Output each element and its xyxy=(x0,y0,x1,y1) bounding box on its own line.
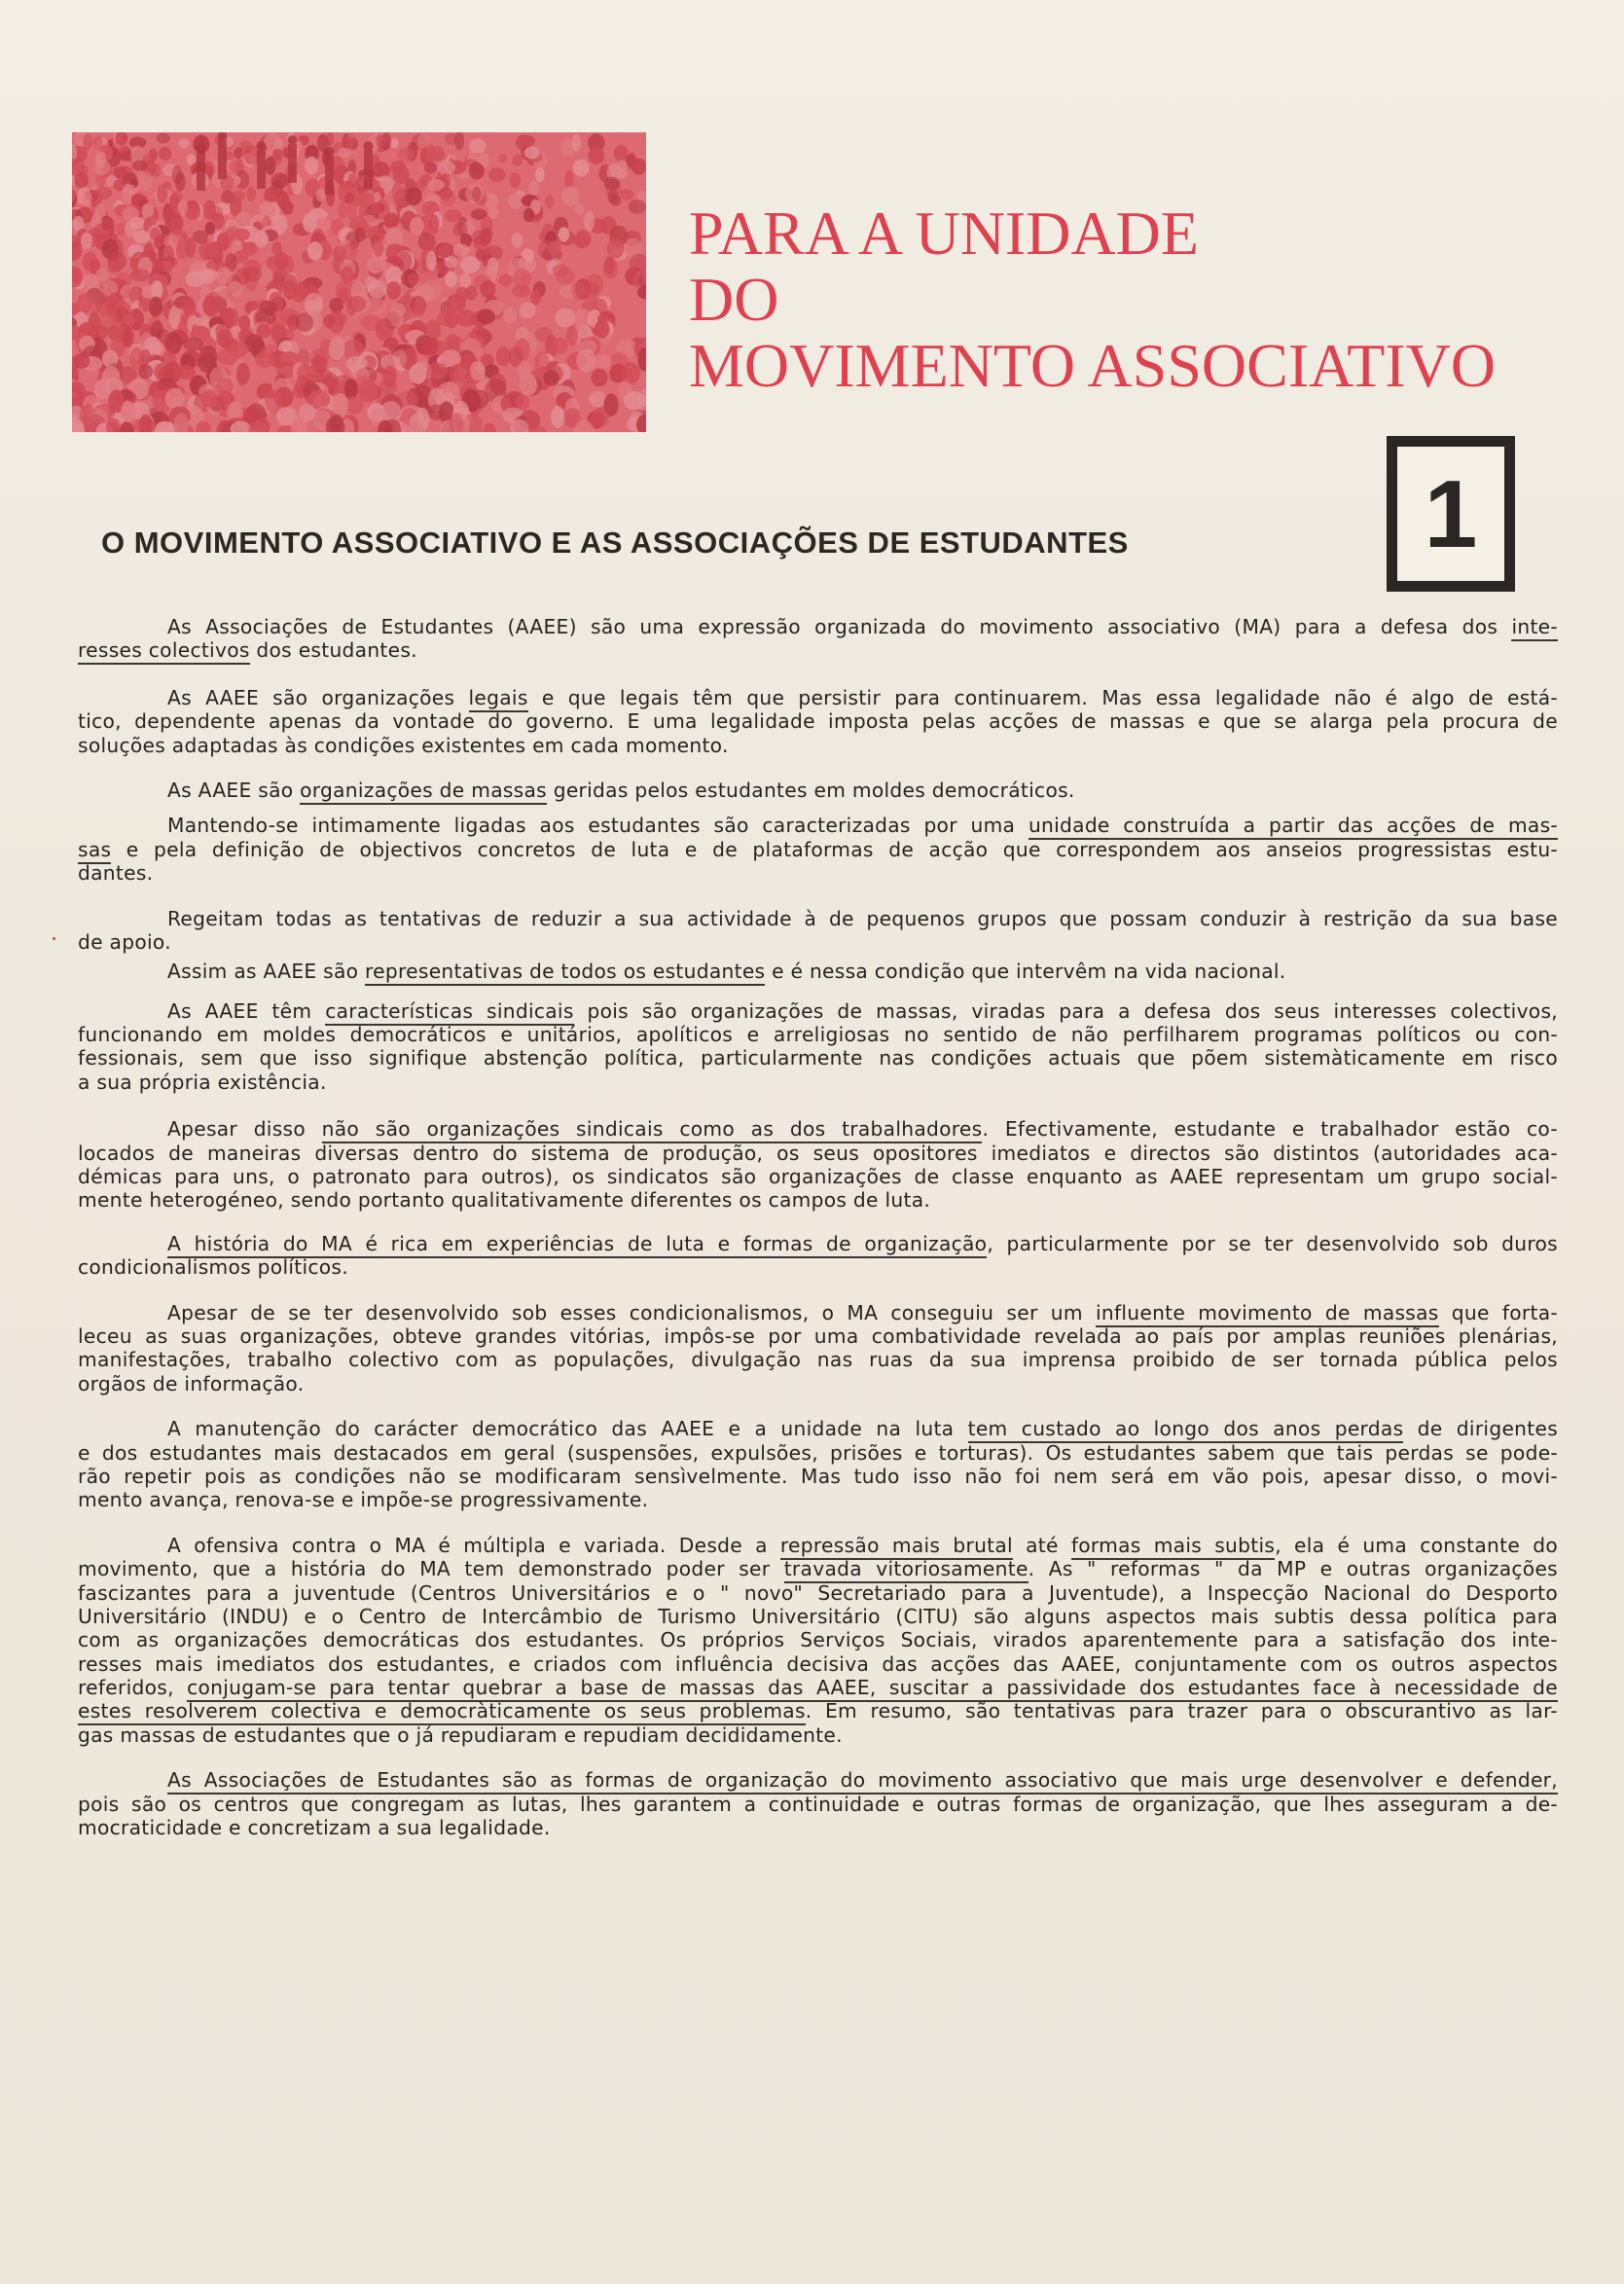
text-run: e é nessa condição que intervêm na vida nacional. xyxy=(765,960,1286,984)
underlined-text: conjugam-se para tentar quebrar a base de massas das AAEE, suscitar a passividade dos estudantes face à necessidade de xyxy=(187,1676,1558,1702)
text-line xyxy=(78,1417,1558,1440)
text-line xyxy=(78,838,1558,861)
text-line: leceu as suas organizações, obteve grandes vitórias, impôs-se por uma combatividade revelada ao país por amplas reuniões plenárias, xyxy=(78,1323,1558,1348)
text-line xyxy=(78,638,1558,662)
underlined-text: legais xyxy=(469,686,528,712)
text-line: orgãos de informação. xyxy=(78,1371,305,1396)
underlined-text: As Associações de Estudantes são as formas de organização do movimento associativo que mais urge desenvolver e defender, xyxy=(167,1768,1558,1795)
underlined-text: influente movimento de massas xyxy=(1096,1301,1439,1327)
text-line: mente heterogéneo, sendo portanto qualitativamente diferentes os campos de luta. xyxy=(78,1188,931,1213)
text-line: pois são os centros que congregam as lutas, lhes garantem a continuidade e outras formas de organização, que lhes asseguram a de- xyxy=(78,1792,1558,1816)
text-line xyxy=(78,1534,1558,1557)
text-run: Assim as AAEE são xyxy=(167,960,366,984)
text-line: soluções adaptadas às condições existentes em cada momento. xyxy=(78,733,729,757)
text-run: e pela definição de objectivos concretos de luta e de plataformas de acção que correspondem aos anseios progressistas estu- xyxy=(111,837,1558,861)
underlined-text: unidade construída a partir das acções de mas- xyxy=(1029,814,1558,840)
underlined-text: inte- xyxy=(1511,615,1558,641)
underlined-text: resses colectivos xyxy=(78,638,250,665)
paragraph-7 xyxy=(78,999,1558,1095)
text-run: As AAEE são xyxy=(167,778,301,802)
text-line: gas massas de estudantes que o já repudiaram e repudiam decididamente. xyxy=(78,1722,843,1747)
text-line: rão repetir pois as condições não se modificaram sensìvelmente. Mas tudo isso não foi nem será em vão pois, apesar disso, o movi- xyxy=(78,1464,1558,1488)
text-line: funcionando em moldes democráticos e unitários, apolíticos e arreligiosas no sentido de não perfilharem programas políticos ou con- xyxy=(78,1023,1558,1047)
text-run: dos estudantes. xyxy=(249,638,417,663)
text-line xyxy=(78,1557,1558,1580)
section-heading: O MOVIMENTO ASSOCIATIVO E AS ASSOCIAÇÕES DE ESTUDANTES xyxy=(101,526,1129,560)
text-line: fascizantes para a juventude (Centros Universitários e o " novo" Secretariado para a Juventude), a Inspecção Nacional do Desporto xyxy=(78,1580,1558,1605)
text-line: Regeitam todas as tentativas de reduzir a sua actividade à de pequenos grupos que possam conduzir à restrição da sua base xyxy=(167,906,1558,930)
paragraph-4 xyxy=(78,814,1558,885)
text-run: . Em resumo, são tentativas para trazer para o obscurantivo as lar- xyxy=(805,1699,1558,1723)
text-line: démicas para uns, o patronato para outros), os sindicatos são organizações de classe enquanto as AAEE representam um grupo social- xyxy=(78,1165,1558,1189)
text-line xyxy=(78,615,1558,638)
text-run: que forta- xyxy=(1438,1300,1559,1324)
paragraph-9 xyxy=(78,1232,1558,1280)
margin-mark xyxy=(53,937,55,940)
text-run: Mantendo-se intimamente ligadas aos estudantes são caracterizadas por uma xyxy=(167,814,1029,838)
text-run: . Efectivamente, estudante e trabalhador estão co- xyxy=(982,1117,1558,1142)
crowd-photo xyxy=(72,132,646,432)
text-run: A ofensiva contra o MA é múltipla e variada. Desde a xyxy=(167,1533,780,1557)
text-line: mento avança, renova-se e impõe-se progressivamente. xyxy=(78,1488,649,1512)
text-run: geridas pelos estudantes em moldes democráticos. xyxy=(547,778,1075,802)
title-line-1: PARA A UNIDADE xyxy=(689,199,1199,268)
text-line xyxy=(78,1117,1558,1141)
text-line xyxy=(78,779,1558,802)
text-run: As AAEE têm xyxy=(167,998,326,1023)
text-line: mocraticidade e concretizam a sua legalidade. xyxy=(78,1816,551,1840)
underlined-text: formas mais subtis xyxy=(1071,1534,1275,1560)
text-run: referidos, xyxy=(78,1676,188,1700)
paragraph-11 xyxy=(78,1417,1558,1512)
text-line xyxy=(78,814,1558,837)
text-run: As Associações de Estudantes (AAEE) são uma expressão organizada do movimento associativo (MA) para a defesa dos xyxy=(167,615,1512,638)
text-run: . As " reformas " da MP e outras organizações xyxy=(1028,1557,1558,1581)
text-run: Apesar de se ter desenvolvido sob esses condicionalismos, o MA conseguiu ser um xyxy=(167,1300,1096,1324)
body-text xyxy=(78,611,1558,1839)
text-line xyxy=(78,999,1558,1023)
text-line xyxy=(78,1232,1558,1255)
paragraph-12 xyxy=(78,1534,1558,1748)
chapter-number: 1 xyxy=(1424,460,1478,567)
text-run: e que legais têm que persistir para continuarem. Mas essa legalidade não é algo de está- xyxy=(527,685,1558,709)
underlined-text: características sindicais xyxy=(325,999,573,1026)
text-run: movimento, que a história do MA tem demonstrado poder ser xyxy=(78,1557,784,1581)
text-line: e dos estudantes mais destacados em geral (suspensões, expulsões, prisões e torturas). Os estudantes sabem que tais perdas se pode- xyxy=(78,1440,1558,1465)
text-run: Apesar disso xyxy=(167,1117,322,1142)
text-run: pois são organizações de massas, viradas para a defesa dos seus interesses colectivos, xyxy=(573,998,1558,1023)
text-line: manifestações, trabalho colectivo com as populações, divulgação nas ruas da sua imprensa proibido de ser tornada pública pelos xyxy=(78,1348,1558,1372)
paragraph-13 xyxy=(78,1768,1558,1839)
underlined-text: não são organizações sindicais como as dos trabalhadores xyxy=(322,1117,983,1143)
title-line-3: MOVIMENTO ASSOCIATIVO xyxy=(689,331,1497,400)
text-line xyxy=(78,1699,1558,1722)
text-line: condicionalismos políticos. xyxy=(78,1255,348,1280)
text-line: fessionais, sem que isso signifique abstenção política, particularmente nas condições actuais que põem sistemàticamente em risco xyxy=(78,1046,1558,1070)
underlined-text: travada vitoriosamente xyxy=(784,1557,1029,1583)
paragraph-1 xyxy=(78,615,1558,663)
text-line: com as organizações democráticas dos estudantes. Os próprios Serviços Sociais, virados aparentemente para a satisfação dos inte- xyxy=(78,1628,1558,1652)
underlined-text: sas xyxy=(78,838,111,864)
text-run: As AAEE são organizações xyxy=(167,685,469,709)
text-line: dantes. xyxy=(78,861,154,886)
text-line: tico, dependente apenas da vontade do governo. E uma legalidade imposta pelas acções de massas e que se alarga pela procura de xyxy=(78,709,1558,734)
text-run: , ela é uma constante do xyxy=(1275,1533,1558,1557)
text-line: locados de maneiras diversas dentro do sistema de produção, os seus opositores imediatos e directos são distintos (autoridades aca- xyxy=(78,1141,1558,1165)
text-line: a sua própria existência. xyxy=(78,1069,327,1094)
paragraph-8 xyxy=(78,1117,1558,1213)
text-line xyxy=(78,1768,1558,1792)
underlined-text: estes resolverem colectiva e democràticamente os seus problemas xyxy=(78,1699,806,1725)
text-line xyxy=(78,1301,1558,1324)
text-line: de apoio. xyxy=(78,929,171,954)
paragraph-5 xyxy=(78,907,1558,955)
underlined-text: representativas de todos os estudantes xyxy=(365,960,765,986)
text-run: A manutenção do carácter democrático das AAEE e a unidade na luta xyxy=(167,1417,968,1441)
paragraph-3 xyxy=(78,779,1558,802)
text-run: de dirigentes xyxy=(1403,1417,1559,1441)
text-line xyxy=(78,686,1558,709)
title-line-2: DO xyxy=(689,265,779,334)
text-line xyxy=(78,1676,1558,1699)
text-line: Universitário (INDU) e o Centro de Intercâmbio de Turismo Universitário (CITU) são alguns aspectos mais subtis dessa política para xyxy=(78,1604,1558,1628)
paragraph-6 xyxy=(78,960,1558,983)
paragraph-10 xyxy=(78,1301,1558,1396)
underlined-text: repressão mais brutal xyxy=(780,1534,1013,1560)
text-run: , particularmente por se ter desenvolvido sob duros xyxy=(987,1231,1558,1255)
chapter-number-box xyxy=(1387,436,1515,592)
paragraph-2 xyxy=(78,686,1558,757)
underlined-text: organizações de massas xyxy=(300,779,547,805)
text-line xyxy=(78,960,1558,983)
underlined-text: A história do MA é rica em experiências de luta e formas de organização xyxy=(167,1232,987,1258)
main-title xyxy=(689,200,1496,399)
text-line: resses mais imediatos dos estudantes, e criados com influência decisiva das acções das AAEE, conjuntamente com os outros aspectos xyxy=(78,1651,1558,1676)
text-run: até xyxy=(1012,1533,1071,1557)
underlined-text: tem custado ao longo dos anos perdas xyxy=(968,1417,1404,1443)
